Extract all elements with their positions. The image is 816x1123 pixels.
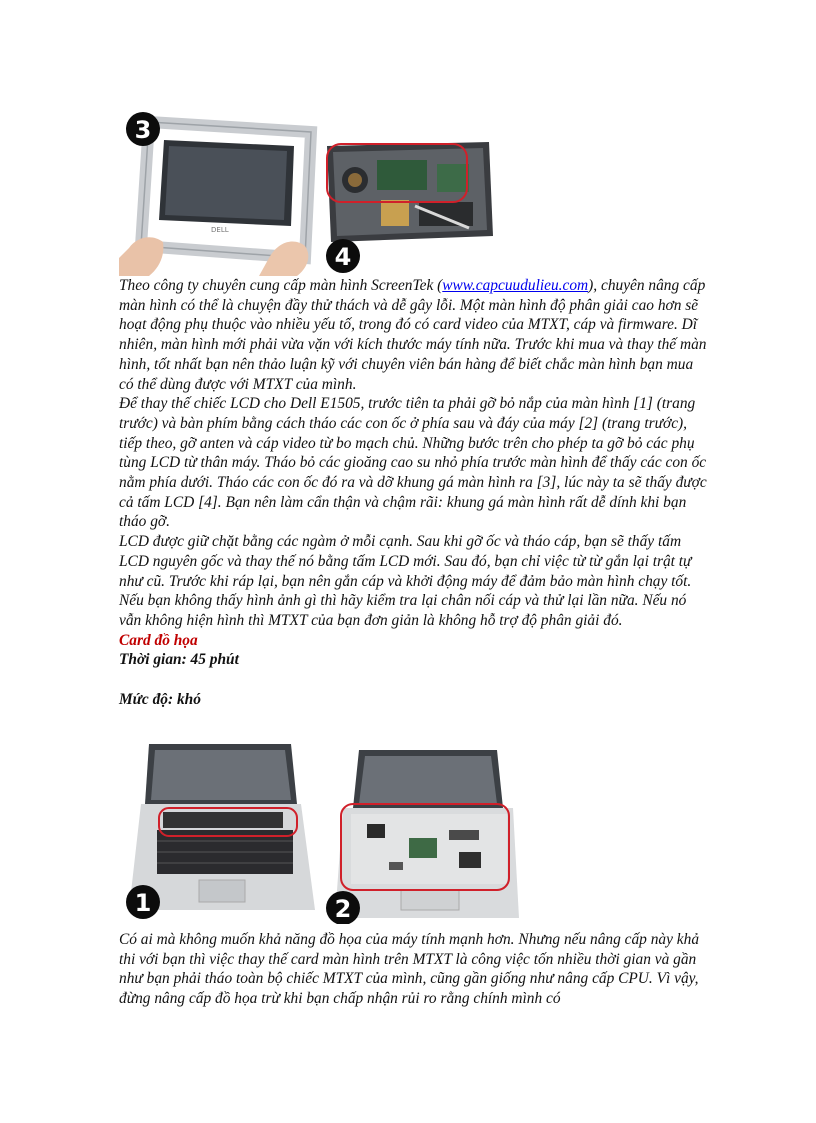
section-heading-graphics-card: Card đồ họa [119, 631, 198, 649]
bezel-brand-text: DELL [211, 226, 229, 234]
time-label: Thời gian: 45 phút [119, 651, 239, 669]
laptop-keyboard-photo [126, 744, 315, 919]
paragraph-replace-lcd: Để thay thế chiếc LCD cho Dell E1505, trước tiên ta phải gỡ bỏ nắp của màn hình [1] (trang trước) và bàn phím bằng cách tháo các con ốc ở phía sau và đáy của máy [2] (trang trước), tiếp theo, gỡ anten và cáp video từ bo mạch chủ. Những bước trên cho phép ta gỡ bỏ các phụ tùng LCD từ thân máy. Tháo bỏ các gioăng cao su nhỏ phía trước màn hình để thấy các con ốc nằm phía dưới. Tháo các con ốc đó ra và dỡ khung gá màn hình ra [3], lúc này ta sẽ thấy được cả tấm LCD [4]. Bạn nên làm cẩn thận và chậm rãi: khung gá màn hình rất dễ dính khi bạn tháo gỡ. [119, 395, 707, 531]
badge-2: 2 [334, 895, 352, 923]
badge-3: 3 [134, 116, 152, 144]
body-text-bottom [119, 930, 709, 1009]
lcd-removal-figure [119, 108, 514, 276]
capcuudulieu-link[interactable]: www.capcuudulieu.com [442, 277, 589, 294]
difficulty-label: Mức độ: khó [119, 690, 201, 708]
body-text-top [119, 276, 709, 709]
paragraph-graphics-upgrade: Có ai mà không muốn khả năng đồ họa của máy tính mạnh hơn. Nhưng nếu nâng cấp này khả thi với bạn thì việc thay thế card màn hình trên MTXT là công việc tốn nhiều thời gian và gần như bạn phải tháo toàn bộ chiếc MTXT của mình, cũng gần giống như nâng cấp CPU. Vì vậy, đừng nâng cấp đồ họa trừ khi bạn chấp nhận rủi ro rằng chính mình có [119, 931, 700, 1008]
blank-line [119, 670, 709, 690]
paragraph-lcd-clips: LCD được giữ chặt bằng các ngàm ở mỗi cạnh. Sau khi gỡ ốc và tháo cáp, bạn sẽ thấy tấm LCD nguyên gốc và thay thế nó bằng tấm LCD mới. Sau đó, bạn chỉ việc từ từ gắn lại trật tự như cũ. Trước khi ráp lại, bạn nên gắn cáp và khởi động máy để đảm bảo màn hình chạy tốt. Nếu bạn không thấy hình ảnh gì thì hãy kiểm tra lại chân nối cáp và thử lại lần nữa. Nếu nó vẫn không hiện hình thì MTXT của bạn đơn giản là không hỗ trợ độ phân giải đó. [119, 533, 692, 629]
badge-4: 4 [334, 243, 352, 271]
graphics-card-figure [119, 742, 519, 924]
badge-1: 1 [134, 889, 152, 917]
paragraph-screentek: Theo công ty chuyên cung cấp màn hình ScreenTek (www.capcuudulieu.com), chuyên nâng cấp màn hình có thể là chuyện đầy thử thách và dễ gây lỗi. Một màn hình độ phân giải cao hơn sẽ hoạt động phụ thuộc vào nhiều yếu tố, trong đó có card video của MTXT, cáp và firmware. Dĩ nhiên, màn hình mới phải vừa vặn với kích thước máy tính nữa. Trước khi mua và thay thế màn hình, tốt nhất bạn nên thảo luận kỹ với chuyên viên bán hàng để biết chắc màn hình bạn mua có thể dùng được với MTXT của mình. [119, 277, 707, 393]
laptop-internals-photo [326, 750, 519, 924]
